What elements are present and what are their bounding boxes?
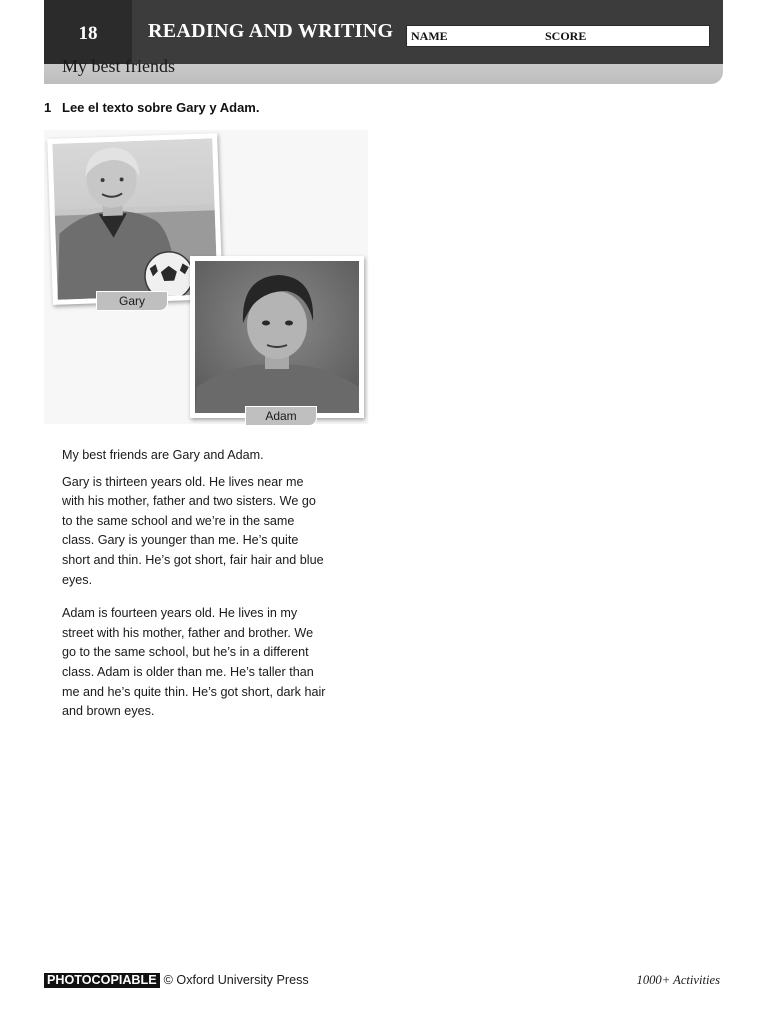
boy-portrait-photo-icon (195, 261, 359, 413)
caption-gary: Gary (96, 291, 168, 311)
lesson-title: My best friends (62, 56, 175, 76)
series-title: 1000+ Activities (636, 973, 720, 987)
paragraph-adam: Adam is fourteen years old. He lives in my street with his mother, father and brother. We go to the same school, but he’s in a different class. Adam is older than me. He’s taller than me and he’s quite thin. He’s got short, dark hair and brown eyes. (62, 606, 326, 719)
reading-text (62, 446, 328, 729)
section-title: READING AND WRITING (148, 20, 394, 42)
photo-area (44, 130, 368, 424)
unit-number: 18 (44, 0, 132, 64)
photo-adam (190, 256, 364, 418)
paragraph-gary: Gary is thirteen years old. He lives near me with his mother, father and two sisters. We go to the same school and we’re in the same class. Gary is younger than me. He’s quite short and thin. He’s got short, fair hair and blue eyes. (62, 474, 324, 587)
footer-left (44, 973, 309, 988)
exercise-instruction (44, 100, 259, 115)
caption-adam: Adam (245, 406, 317, 426)
page-header (44, 0, 723, 64)
exercise-number: 1 (44, 100, 52, 115)
photocopiable-badge: PHOTOCOPIABLE (44, 973, 160, 988)
score-label: SCORE (545, 29, 587, 43)
name-score-box (406, 25, 710, 47)
intro-paragraph: My best friends are Gary and Adam. (62, 448, 264, 462)
name-label: NAME (411, 29, 448, 43)
publisher-text: © Oxford University Press (163, 973, 309, 987)
instruction-text: Lee el texto sobre Gary y Adam. (62, 100, 260, 115)
